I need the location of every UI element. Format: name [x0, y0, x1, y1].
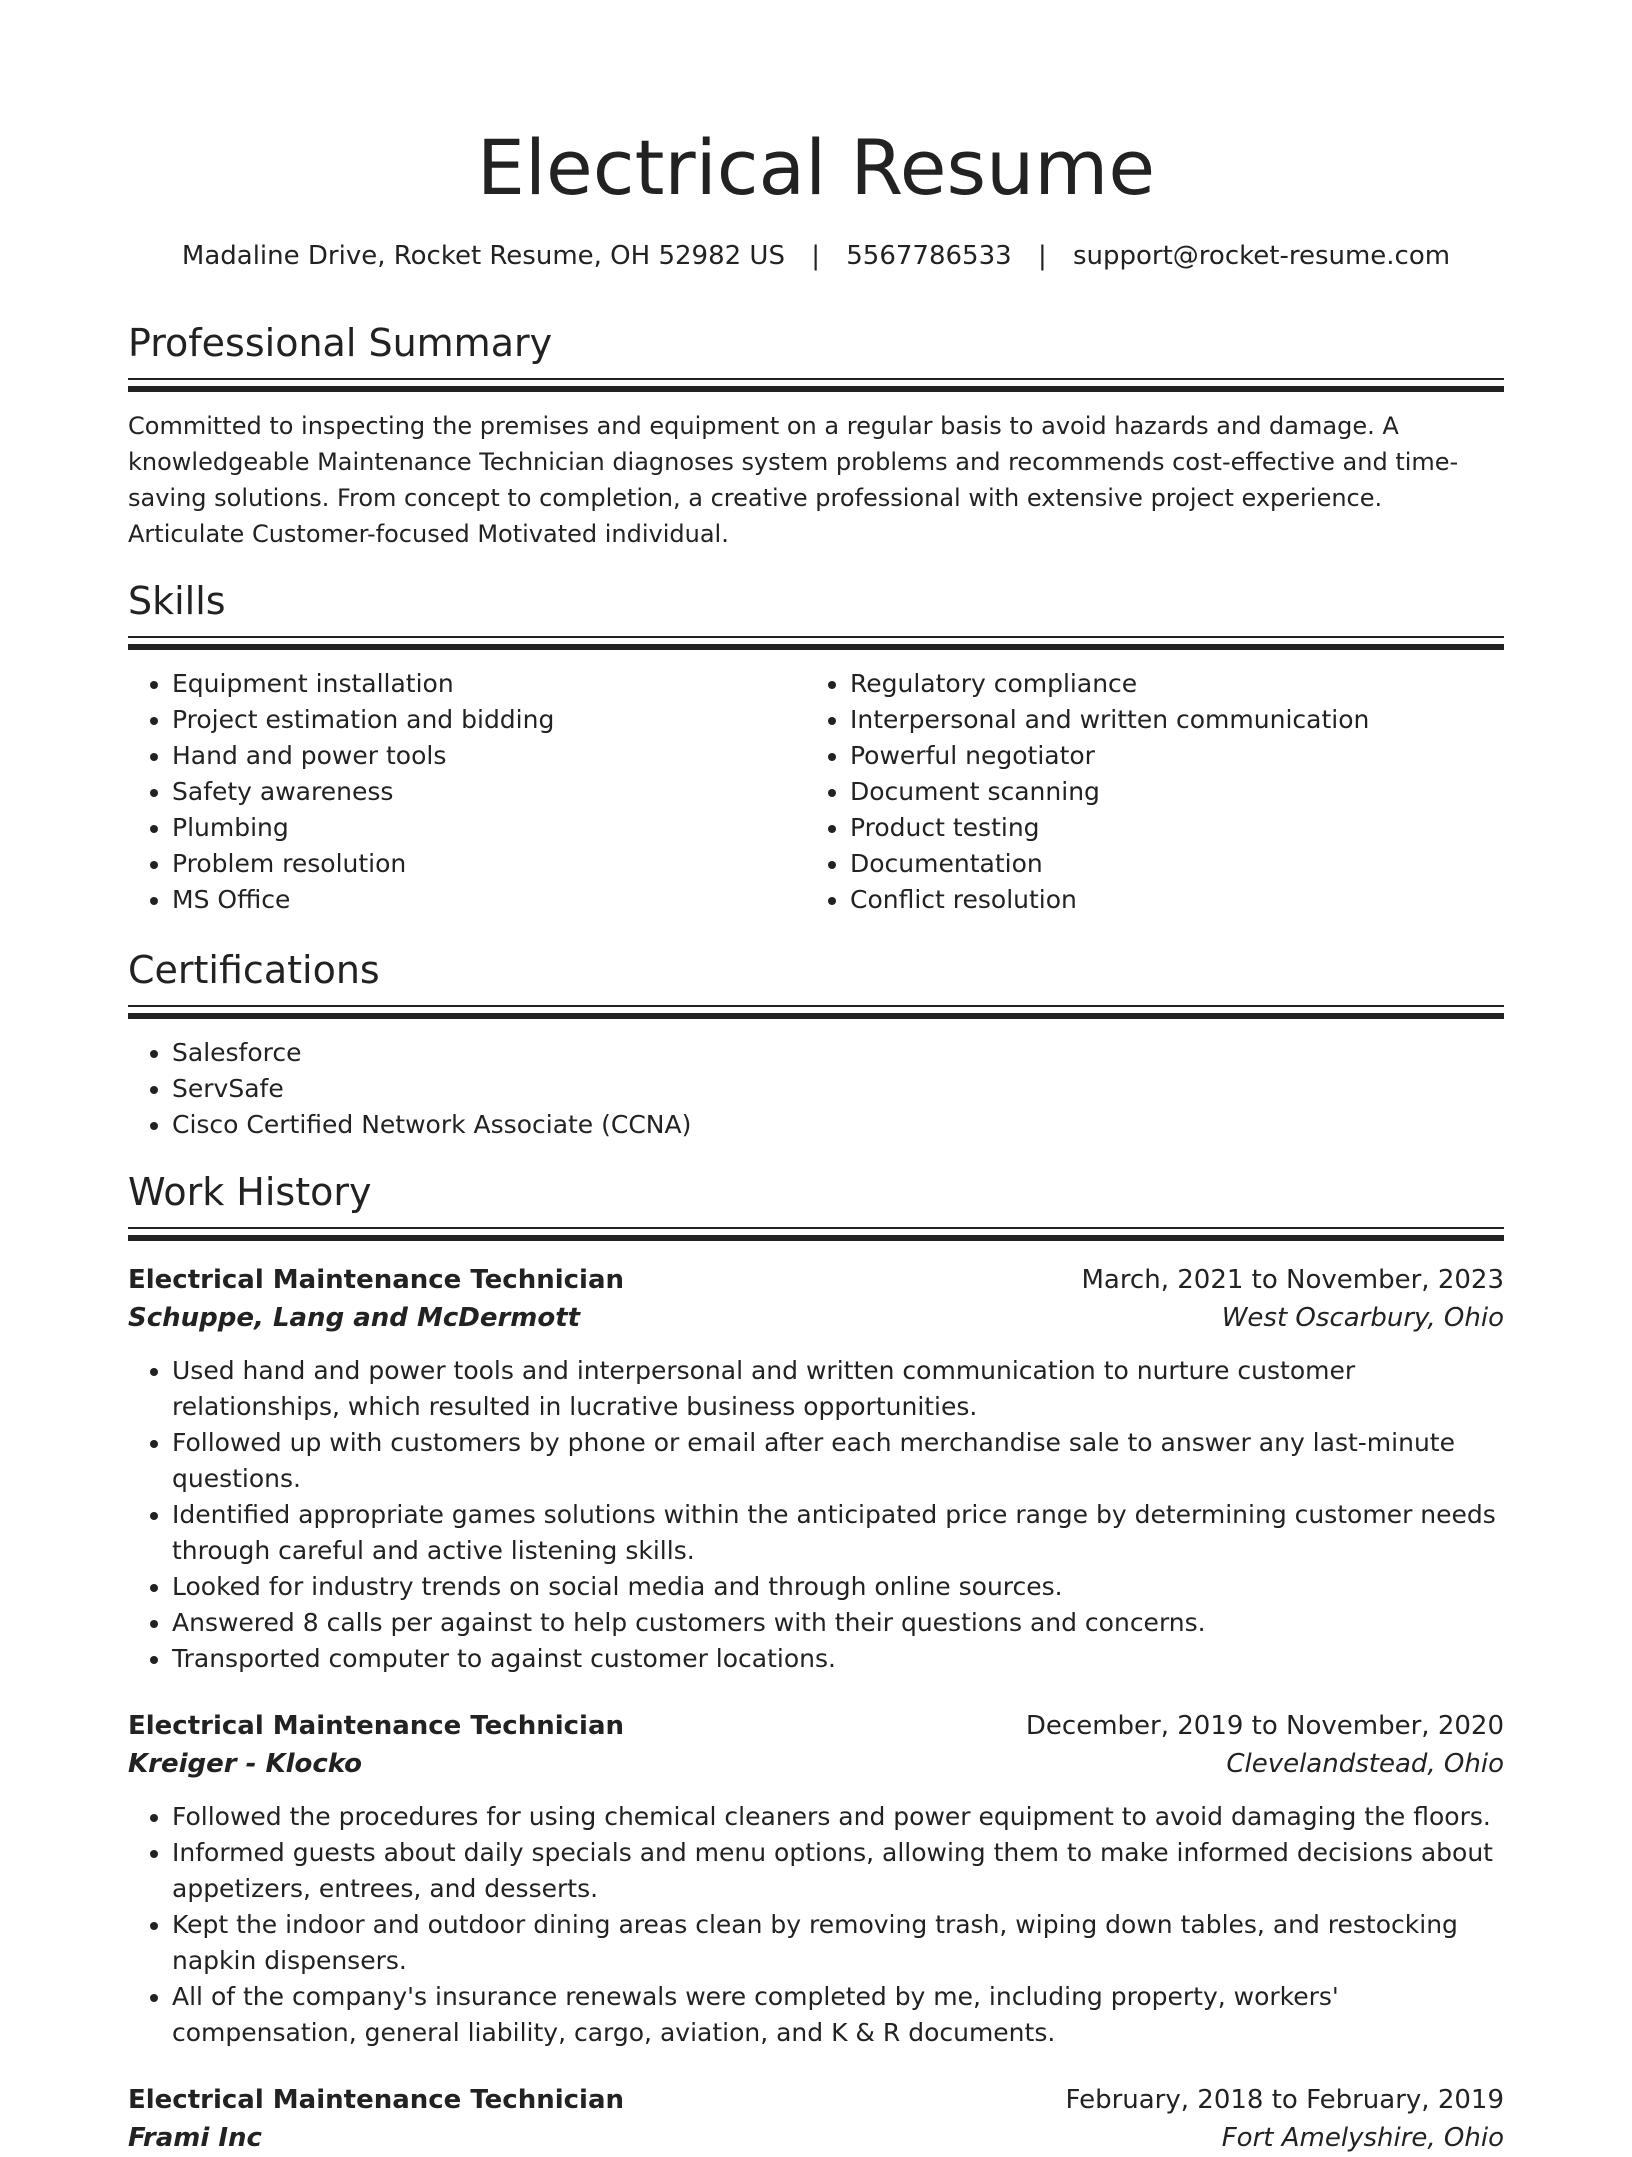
skill-item: • Interpersonal and written communication — [850, 702, 1484, 738]
job-title: Electrical Maintenance Technician — [128, 1711, 625, 1741]
certification-item: • Cisco Certified Network Associate (CCNA) — [172, 1107, 1504, 1143]
job-bullet: • Identified appropriate games solutions within the anticipated price range by determining customer needs through careful and active listening skills. — [172, 1497, 1504, 1569]
job-dates: March, 2021 to November, 2023 — [1081, 1265, 1504, 1295]
contact-line — [0, 238, 1632, 274]
summary-text: Committed to inspecting the premises and equipment on a regular basis to avoid hazards and damage. A knowledgeable Maintenance Technician diagnoses system problems and recommends cost-effective and time-saving solutions. From concept to completion, a creative professional with extensive project experience. Articulate Customer-focused Motivated individual. — [128, 412, 1459, 548]
skill-item: • Hand and power tools — [172, 738, 806, 774]
skill-item: • Equipment installation — [172, 666, 806, 702]
skill-item: • Document scanning — [850, 774, 1484, 810]
contact-email: support@rocket-resume.com — [1072, 241, 1451, 271]
skills-section — [128, 576, 1504, 918]
job-bullet: • Followed the procedures for using chemical cleaners and power equipment to avoid damaging the floors. — [172, 1799, 1504, 1835]
job-entry — [128, 1261, 1504, 1677]
section-divider — [128, 378, 1504, 394]
job-bullet: • Answered 8 calls per against to help customers with their questions and concerns. — [172, 1605, 1504, 1641]
job-bullet: • All of the company's insurance renewals were completed by me, including property, workers' compensation, general liability, cargo, aviation, and K & R documents. — [172, 1979, 1504, 2051]
job-title: Electrical Maintenance Technician — [128, 2085, 625, 2115]
job-company: Schuppe, Lang and McDermott — [128, 1303, 581, 1333]
job-location: Fort Amelyshire, Ohio — [1221, 2123, 1504, 2153]
skills-column-right — [806, 666, 1484, 918]
section-divider — [128, 1005, 1504, 1021]
summary-section — [128, 318, 1504, 552]
skill-item: • Safety awareness — [172, 774, 806, 810]
job-entry — [128, 2081, 1504, 2157]
skill-item: • Project estimation and bidding — [172, 702, 806, 738]
section-title-summary: Professional Summary — [128, 321, 553, 365]
section-divider — [128, 1227, 1504, 1243]
job-bullet: • Transported computer to against customer locations. — [172, 1641, 1504, 1677]
job-bullet: • Kept the indoor and outdoor dining areas clean by removing trash, wiping down tables, and restocking napkin dispensers. — [172, 1907, 1504, 1979]
job-location: Clevelandstead, Ohio — [1226, 1749, 1504, 1779]
certification-item: • Salesforce — [172, 1035, 1504, 1071]
section-title-certifications: Certifications — [128, 948, 380, 992]
skill-item: • Conflict resolution — [850, 882, 1484, 918]
skill-item: • MS Office — [172, 882, 806, 918]
skill-item: • Regulatory compliance — [850, 666, 1484, 702]
contact-phone: 5567786533 — [846, 241, 1012, 271]
job-company: Frami Inc — [128, 2123, 262, 2153]
job-bullet: • Used hand and power tools and interpersonal and written communication to nurture customer relationships, which resulted in lucrative business opportunities. — [172, 1353, 1504, 1425]
skills-column-left — [128, 666, 806, 918]
job-bullet: • Informed guests about daily specials and menu options, allowing them to make informed decisions about appetizers, entrees, and desserts. — [172, 1835, 1504, 1907]
job-dates: February, 2018 to February, 2019 — [1065, 2085, 1504, 2115]
job-entry — [128, 1707, 1504, 2051]
contact-address: Madaline Drive, Rocket Resume, OH 52982 US — [181, 241, 785, 271]
job-location: West Oscarbury, Ohio — [1221, 1303, 1504, 1333]
skill-item: • Powerful negotiator — [850, 738, 1484, 774]
contact-separator: | — [1037, 241, 1047, 271]
certification-item: • ServSafe — [172, 1071, 1504, 1107]
work-history-section — [128, 1167, 1504, 2157]
job-bullet: • Followed up with customers by phone or email after each merchandise sale to answer any last-minute questions. — [172, 1425, 1504, 1497]
job-company: Kreiger - Klocko — [128, 1749, 363, 1779]
skill-item: • Plumbing — [172, 810, 806, 846]
resume-title: Electrical Resume — [476, 123, 1156, 212]
certifications-section — [128, 945, 1504, 1143]
skill-item: • Documentation — [850, 846, 1484, 882]
job-title: Electrical Maintenance Technician — [128, 1265, 625, 1295]
skill-item: • Problem resolution — [172, 846, 806, 882]
job-dates: December, 2019 to November, 2020 — [1025, 1711, 1504, 1741]
section-divider — [128, 636, 1504, 652]
skill-item: • Product testing — [850, 810, 1484, 846]
section-title-work-history: Work History — [128, 1170, 372, 1214]
section-title-skills: Skills — [128, 579, 226, 623]
job-bullet: • Looked for industry trends on social media and through online sources. — [172, 1569, 1504, 1605]
contact-separator: | — [811, 241, 820, 271]
skills-columns — [128, 666, 1504, 918]
